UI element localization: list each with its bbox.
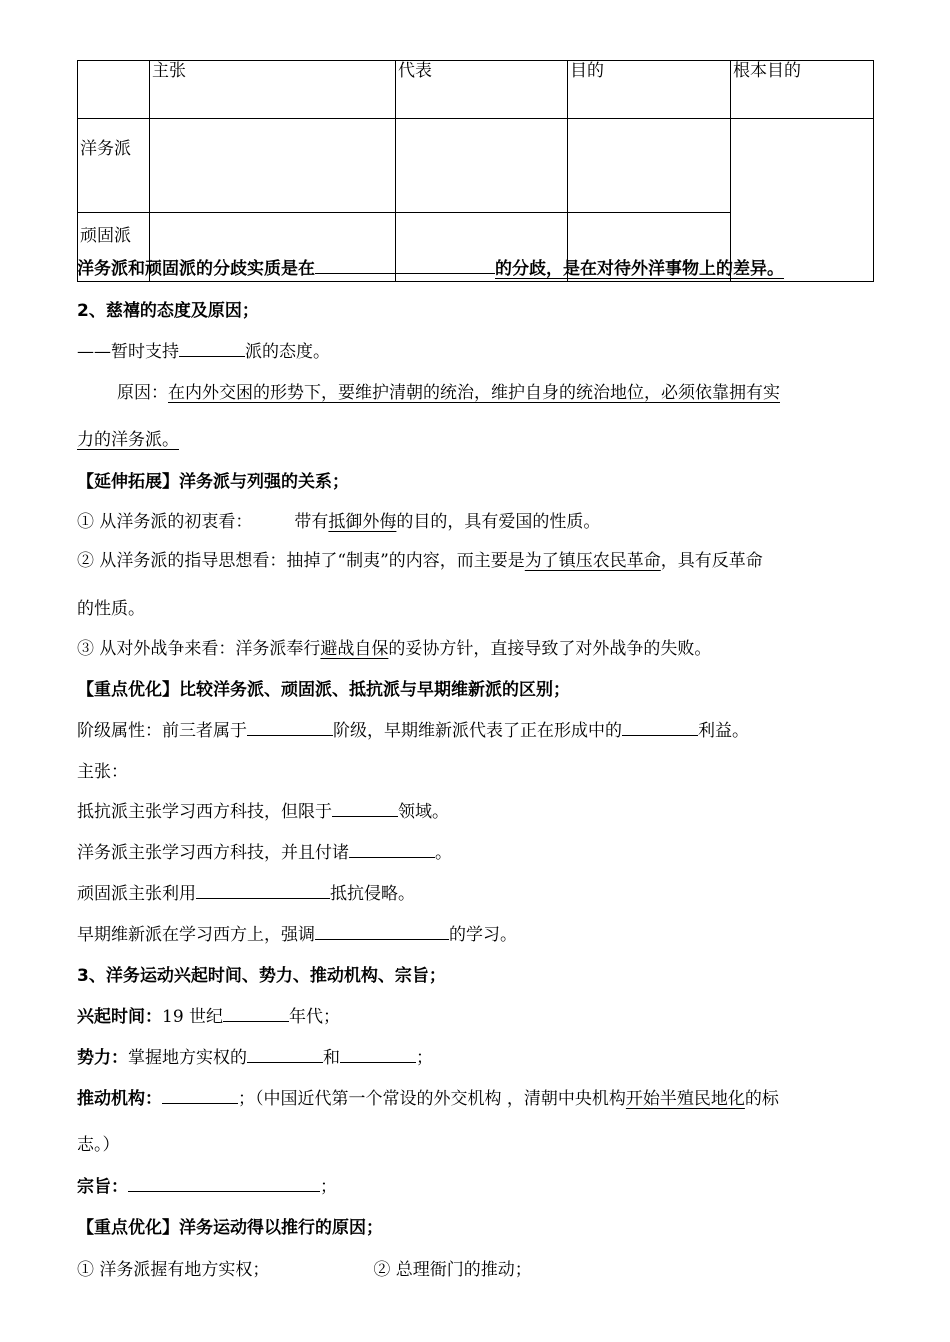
text-line: 抵抗派主张学习西方科技，但限于 领域。 <box>77 797 449 822</box>
table-header-cell <box>78 61 150 119</box>
answer-blank <box>128 1173 320 1192</box>
section-heading: 3、洋务运动兴起时间、势力、推动机构、宗旨； <box>77 966 446 986</box>
text-line: 势力：掌握地方实权的 和 ； <box>77 1043 433 1068</box>
answer-blank <box>340 1044 416 1063</box>
answer-blank <box>162 1085 238 1104</box>
answer-blank <box>196 880 330 899</box>
text-line: 洋务派主张学习西方科技，并且付诸 。 <box>77 838 452 863</box>
text-line: 的性质。 <box>77 599 145 619</box>
text-line: 顽固派主张利用 抵抗侵略。 <box>77 879 415 904</box>
row-label: 顽固派 <box>78 213 150 282</box>
text-line: 阶级属性：前三者属于 阶级，早期维新派代表了正在形成中的 利益。 <box>77 716 749 741</box>
section-heading: 【重点优化】洋务运动得以推行的原因； <box>77 1218 383 1238</box>
answer-blank <box>315 921 449 940</box>
section-heading: 【重点优化】比较洋务派、顽固派、抵抗派与早期维新派的区别； <box>77 680 570 700</box>
section-heading: 2、慈禧的态度及原因； <box>77 301 259 321</box>
text-line: 宗旨： ； <box>77 1172 337 1197</box>
table-header-row <box>78 61 874 119</box>
table-cell <box>396 119 568 213</box>
answer-blank <box>179 338 245 357</box>
text-line: 志。） <box>77 1135 120 1155</box>
section-heading: 【延伸拓展】洋务派与列强的关系； <box>77 472 349 492</box>
table-header-cell: 主张 <box>150 61 396 119</box>
text-line: 力的洋务派。 <box>77 430 179 450</box>
answer-blank <box>622 717 698 736</box>
answer-blank <box>349 839 435 858</box>
text-line: ③ 从对外战争来看：洋务派奉行避战自保的妥协方针，直接导致了对外战争的失败。 <box>77 639 712 659</box>
text-line: 洋务派和顽固派的分歧实质是在 的分歧，是在对待外洋事物上的差异。 <box>77 254 784 279</box>
text-line: ② 从洋务派的指导思想看：抽掉了“制夷”的内容，而主要是为了镇压农民革命，具有反革命 <box>77 551 763 571</box>
table-cell <box>568 119 731 213</box>
table-cell <box>150 119 396 213</box>
text-line: 早期维新派在学习西方上，强调 的学习。 <box>77 920 517 945</box>
table-row <box>78 119 874 213</box>
answer-blank <box>315 255 495 274</box>
answer-blank <box>223 1003 289 1022</box>
table-header-cell: 代表 <box>396 61 568 119</box>
text-line: ① 洋务派握有地方实权； ② 总理衙门的推动； <box>77 1260 532 1280</box>
text-line: 原因：在内外交困的形势下，要维护清朝的统治，维护自身的统治地位，必须依靠拥有实 <box>117 383 780 403</box>
text-line: ① 从洋务派的初衷看： 带有抵御外侮的目的，具有爱国的性质。 <box>77 512 601 532</box>
text-line: 主张： <box>77 762 128 782</box>
table-header-cell: 目的 <box>568 61 731 119</box>
text-line: 兴起时间：19 世纪 年代； <box>77 1002 340 1027</box>
answer-blank <box>247 1044 323 1063</box>
text-line: 推动机构： ；（中国近代第一个常设的外交机构 ，清朝中央机构开始半殖民地化的标 <box>77 1084 779 1109</box>
table-header-cell: 根本目的 <box>731 61 874 119</box>
row-label: 洋务派 <box>78 119 150 213</box>
answer-blank <box>332 798 398 817</box>
text-line: ——暂时支持 派的态度。 <box>77 337 330 362</box>
comparison-table <box>77 60 874 282</box>
answer-blank <box>247 717 333 736</box>
